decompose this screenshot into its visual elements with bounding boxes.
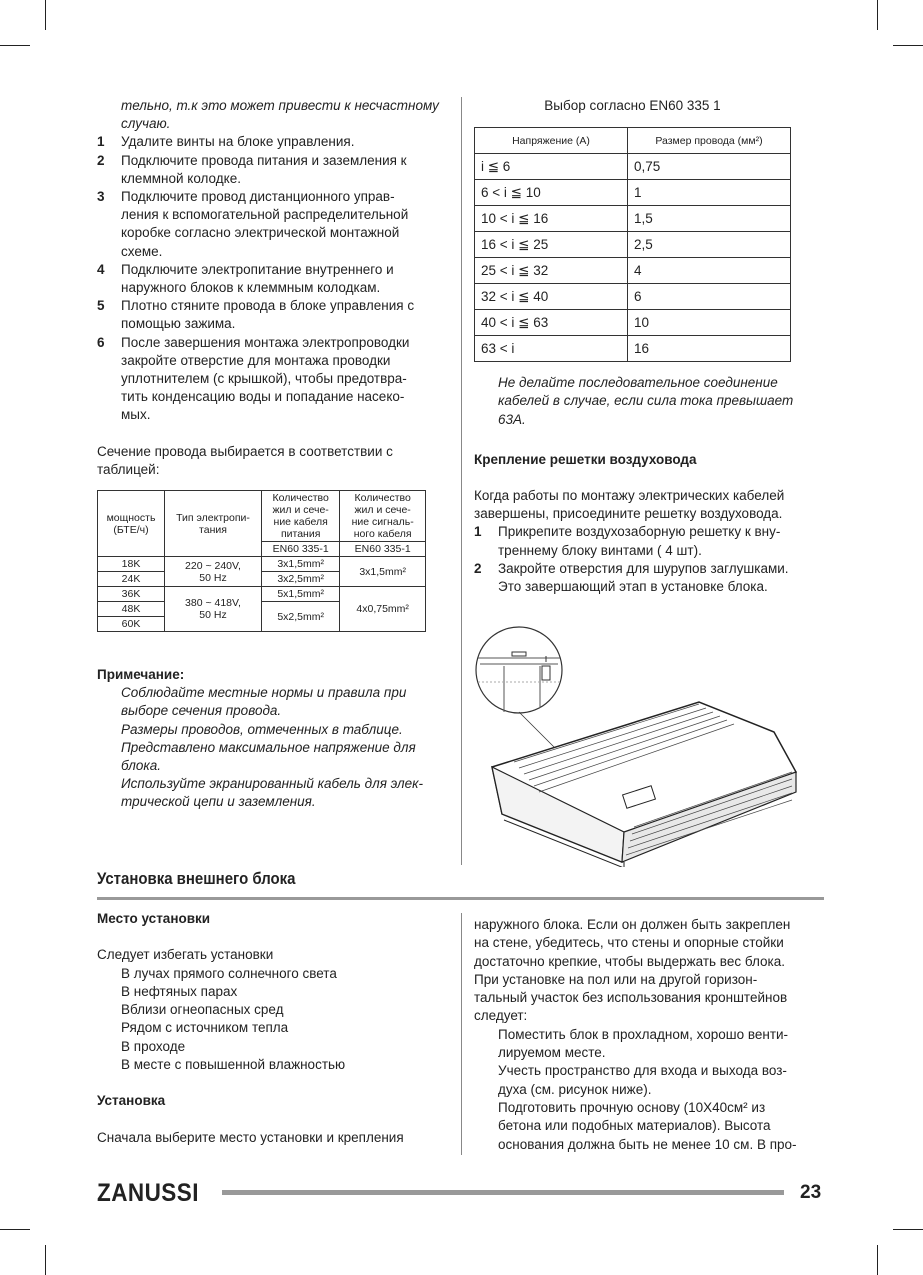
outdoor-right-column [474, 916, 824, 1154]
text-line: Подключите провод дистанционного управ- [121, 189, 395, 205]
footer-rule [222, 1190, 784, 1195]
list-item: В нефтяных парах [121, 983, 238, 999]
brand-logo: ZANUSSI [97, 1179, 199, 1207]
column-divider [461, 913, 462, 1155]
table-cell: 1,5 [628, 206, 791, 232]
text-line: тельно, т.к это может привести к несчастному [121, 98, 439, 113]
crop-mark [893, 1229, 923, 1230]
text-line: наружного блоков к клеммным колодкам. [121, 280, 381, 296]
table-cell: 10 < i ≦ 16 [475, 206, 628, 232]
grille-text [474, 487, 824, 523]
step-number: 1 [97, 134, 105, 150]
table-cell: 5x1,5mm² [262, 587, 340, 602]
table-cell: 40 < i ≦ 63 [475, 310, 628, 336]
outdoor-left-column [97, 910, 447, 1147]
text-line: завершены, присоедините решетку воздуховода. [474, 506, 783, 522]
cable-table [97, 490, 426, 632]
table-cell: 1 [628, 180, 791, 206]
text-line: мощность [106, 511, 156, 524]
text-line: уплотнителем (с крышкой), чтобы предотвра- [121, 371, 407, 387]
table-cell: 36K [98, 587, 165, 602]
text-line: 50 Hz [199, 571, 227, 584]
note-block [97, 666, 447, 812]
table-cell: 4x0,75mm² [340, 587, 426, 632]
text-line: тить конденсацию воды и попадание насеко- [121, 389, 405, 405]
floor-list [474, 1026, 824, 1154]
header-wire-size: Размер провода (мм²) [628, 128, 791, 154]
text-line: бетона или подобных материалов). Высота [498, 1118, 771, 1134]
text-line: Удалите винты на блоке управления. [121, 134, 355, 150]
indoor-unit-illustration [474, 622, 809, 867]
table-cell: 0,75 [628, 154, 791, 180]
step-item [474, 523, 824, 559]
header-cores-signal [340, 491, 426, 542]
text-line: выборе сечения провода. [121, 703, 282, 719]
table-cell: 6 < i ≦ 10 [475, 180, 628, 206]
text-line: 380 ~ 418V, [185, 597, 241, 609]
list-item: В месте с повышенной влажностью [121, 1057, 346, 1073]
text-line: треннему блоку винтами ( 4 шт). [498, 542, 702, 558]
text-line: Размеры проводов, отмеченных в таблице. [121, 721, 403, 737]
table-cell: 63 < i [475, 336, 628, 362]
step-number: 3 [97, 189, 105, 205]
text-line: трической цепи и заземления. [121, 794, 316, 810]
text-line: Следует избегать установки [97, 947, 274, 963]
table-cell: 10 [628, 310, 791, 336]
header-supply [165, 491, 262, 557]
header-voltage: Напряжение (А) [475, 128, 628, 154]
text-line: При установке на пол или на другой горизон- [474, 971, 758, 987]
avoid-list [97, 965, 447, 1075]
right-column [474, 97, 824, 596]
text-line: Поместить блок в прохладном, хорошо венти- [498, 1026, 789, 1042]
text-line: жил и сече- [354, 504, 411, 516]
text-line: Прикрепите воздухозаборную решетку к вну- [498, 524, 781, 540]
table-cell: 24K [98, 572, 165, 587]
text-line: тания [199, 523, 227, 536]
list-item: Рядом с источником тепла [121, 1020, 289, 1036]
header-cores-power [262, 491, 340, 542]
subheading: Место установки [97, 911, 211, 926]
table-cell: 5x2,5mm² [262, 602, 340, 632]
header-power [98, 491, 165, 557]
text-line: ного кабеля [353, 528, 412, 540]
text-line: Подготовить прочную основу (10Х40см² из [498, 1099, 766, 1115]
text-line: ления к вспомогательной распределительной [121, 207, 409, 223]
step-number: 5 [97, 298, 105, 314]
crop-mark [877, 1245, 878, 1275]
text-line: Учесть пространство для входа и выхода воз- [498, 1063, 787, 1079]
crop-mark [0, 45, 30, 46]
text-line: ние кабеля [273, 516, 328, 528]
subheading: Установка [97, 1093, 166, 1109]
table-cell: 3x2,5mm² [262, 572, 340, 587]
text-line: Плотно стяните провода в блоке управления с [121, 298, 415, 314]
step-item [97, 261, 447, 297]
text-line: основания должна быть не менее 10 см. В про- [498, 1136, 797, 1152]
text-line: Представлено максимальное напряжение для [121, 739, 416, 755]
crop-mark [45, 0, 46, 30]
step-number: 4 [97, 261, 105, 277]
text-line: Количество [272, 492, 329, 504]
text-line: Сечение провода выбирается в соответствии с [97, 443, 393, 459]
table-cell: 48K [98, 602, 165, 617]
crop-mark [893, 45, 923, 46]
text-line: коробке согласно электрической монтажной [121, 225, 400, 241]
text-line: 50 Hz [199, 609, 227, 621]
step-number: 2 [474, 560, 482, 576]
crop-mark [877, 0, 878, 30]
step-item [97, 152, 447, 188]
text-line: таблицей: [97, 461, 160, 477]
text-line: 220 ~ 240V, [185, 559, 241, 572]
text-line: на стене, убедитесь, что стены и опорные стойки [474, 935, 784, 951]
list-item: В проходе [121, 1038, 186, 1054]
text-line: питания [280, 528, 321, 540]
step-item [97, 133, 447, 151]
text-line: Сначала выберите место установки и крепления [97, 1129, 404, 1145]
note-body [97, 684, 447, 811]
list-item: Вблизи огнеопасных сред [121, 1002, 284, 1018]
crop-mark [0, 1229, 30, 1230]
table-cell: i ≦ 6 [475, 154, 628, 180]
column-divider [461, 97, 462, 865]
text-line: закройте отверстие для монтажа проводки [121, 352, 391, 368]
text-line: Не делайте последовательное соединение [498, 375, 778, 391]
table-cell: 3x1,5mm² [262, 557, 340, 572]
text-line: (БТЕ/ч) [113, 523, 149, 536]
text-line: Используйте экранированный кабель для элек- [121, 776, 424, 792]
text-line: ние сигналь- [351, 516, 414, 528]
text-line: духа (см. рисунок ниже). [498, 1081, 652, 1097]
text-line: Соблюдайте местные нормы и правила при [121, 685, 407, 701]
section-rule [97, 897, 824, 900]
step-number: 6 [97, 334, 105, 350]
page-number: 23 [800, 1182, 822, 1203]
step-item [97, 297, 447, 333]
wire-size-table [474, 127, 791, 362]
intro-warning [97, 97, 447, 133]
step-item [97, 188, 447, 261]
text-line: мых. [121, 407, 151, 423]
step-item [97, 334, 447, 425]
text-line: Тип электропи- [176, 511, 250, 524]
text-line: блока. [121, 758, 162, 774]
table-cell [165, 557, 262, 587]
text-line: Количество [354, 492, 411, 504]
table-cell: 16 [628, 336, 791, 362]
left-column [97, 97, 447, 479]
table-cell: 16 < i ≦ 25 [475, 232, 628, 258]
table-cell: EN60 335-1 [340, 542, 426, 557]
text-line: жил и сече- [272, 504, 329, 516]
section-text [97, 443, 447, 479]
text-line: клеммной колодке. [121, 170, 241, 186]
table-cell: 18K [98, 557, 165, 572]
table-cell: 32 < i ≦ 40 [475, 284, 628, 310]
text-line: кабелей в случае, если сила тока превышает [498, 393, 794, 409]
table-cell: 25 < i ≦ 32 [475, 258, 628, 284]
crop-mark [45, 1245, 46, 1275]
text-line: наружного блока. Если он должен быть закреплен [474, 917, 791, 932]
text-line: схеме. [121, 243, 163, 259]
text-line: Это завершающий этап в установке блока. [498, 579, 768, 595]
table-cell: 3x1,5mm² [340, 557, 426, 587]
table-cell: EN60 335-1 [262, 542, 340, 557]
text-line: лируемом месте. [498, 1045, 606, 1061]
series-warning [474, 374, 824, 429]
step-number: 1 [474, 524, 482, 540]
step-number: 2 [97, 152, 105, 168]
list-item: В лучах прямого солнечного света [121, 965, 337, 981]
section-heading: Установка внешнего блока [97, 869, 296, 888]
table-cell: 6 [628, 284, 791, 310]
text-line: 63А. [498, 411, 526, 427]
grille-heading: Крепление решетки воздуховода [474, 451, 697, 467]
text-line: следует: [474, 1008, 528, 1024]
text-line: Подключите электропитание внутреннего и [121, 261, 394, 277]
step-item [474, 560, 824, 596]
text-line: Когда работы по монтажу электрических кабелей [474, 488, 785, 504]
table-cell: 2,5 [628, 232, 791, 258]
text-line: Подключите провода питания и заземления к [121, 152, 407, 168]
text-line: тальный участок без использования кронштейнов [474, 990, 788, 1006]
text-line: Закройте отверстия для шурупов заглушками. [498, 560, 789, 576]
text-line: случаю. [121, 116, 171, 132]
table-title: Выбор согласно EN60 335 1 [544, 98, 721, 113]
table-cell: 60K [98, 617, 165, 632]
text-line: После завершения монтажа электропроводки [121, 334, 410, 350]
text-line: помощью зажима. [121, 316, 236, 332]
text-line: достаточно крепкие, чтобы выдержать вес блока. [474, 953, 785, 969]
table-cell [165, 587, 262, 632]
table-cell: 4 [628, 258, 791, 284]
note-title: Примечание: [97, 667, 185, 682]
